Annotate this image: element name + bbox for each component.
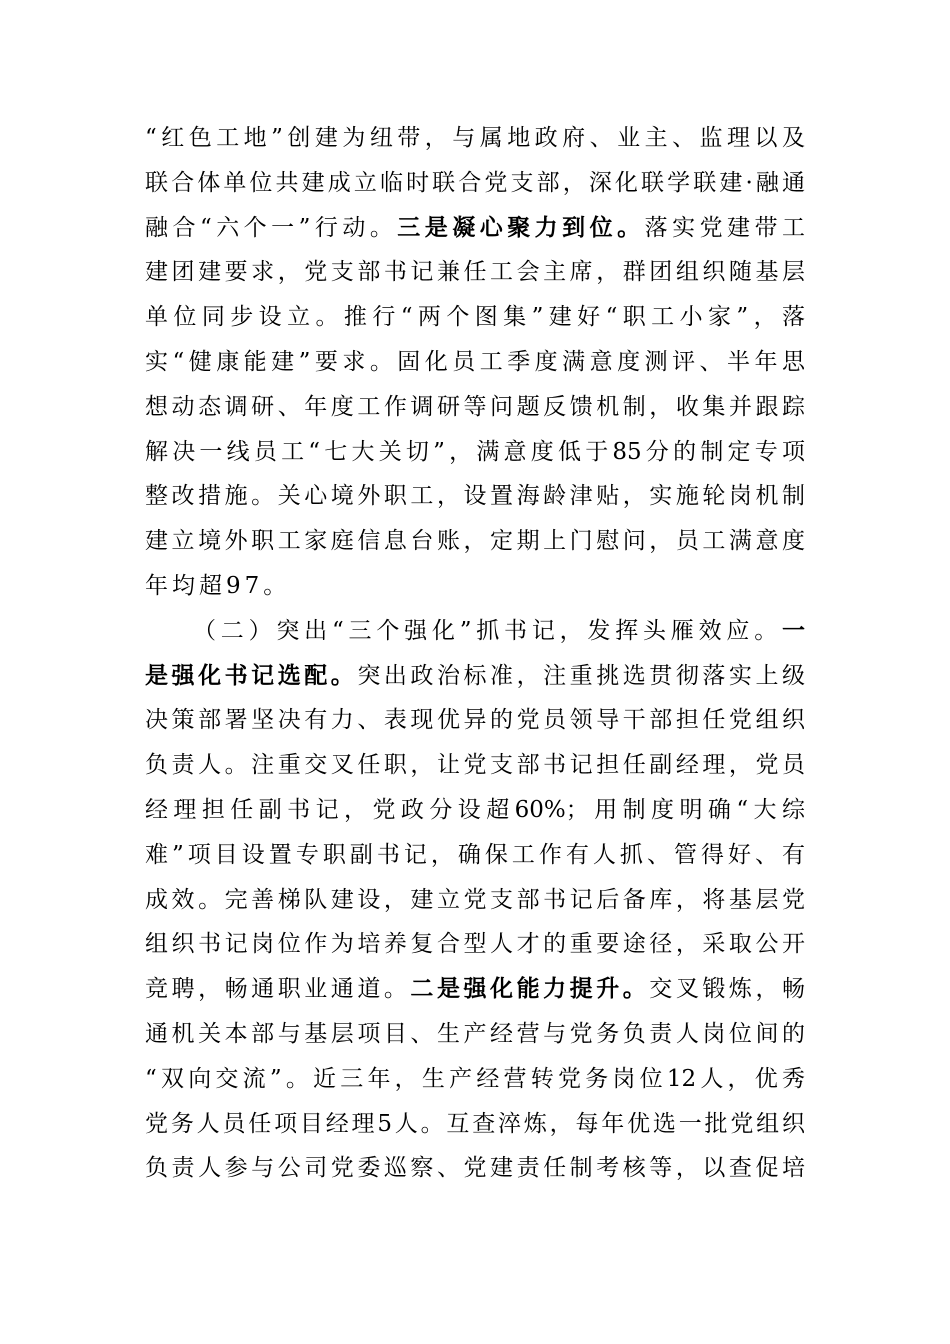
text-run: 联合体单位共建成立临时联合党支部，深化联学联建·融通 (145, 169, 805, 196)
text-line (145, 1012, 805, 1057)
text-run: 竞聘，畅通职业通道。 (145, 976, 411, 1003)
text-run: 年均超97。 (145, 572, 291, 599)
text-run: 建团建要求，党支部书记兼任工会主席，群团组织随基层 (145, 259, 805, 286)
text-line (145, 519, 805, 564)
text-line (145, 474, 805, 519)
text-run: 落实党建带工 (644, 214, 805, 241)
text-line (145, 250, 805, 295)
text-run: 决策部署坚决有力、表现优异的党员领导干部担任党组织 (145, 707, 805, 734)
text-line (145, 295, 805, 340)
text-line (145, 161, 805, 206)
text-run: 经理担任副书记，党政分设超60%；用制度明确“大综 (145, 796, 805, 823)
bold-subheading: 是强化书记选配。 (145, 661, 358, 689)
text-run: 实“健康能建”要求。固化员工季度满意度测评、半年思 (145, 348, 805, 375)
text-line (145, 743, 805, 788)
text-run: 融合“六个一”行动。 (145, 214, 398, 241)
bold-subheading: 二是强化能力提升。 (410, 975, 650, 1003)
text-line (145, 878, 805, 923)
text-run: 交叉锻炼，畅 (649, 976, 806, 1003)
text-line (145, 967, 805, 1012)
text-line (145, 698, 805, 743)
bold-subheading: 一 (782, 616, 805, 644)
text-run: 通机关本部与基层项目、生产经营与党务负责人岗位间的 (145, 1020, 805, 1047)
text-run: 难”项目设置专职副书记，确保工作有人抓、管得好、有 (145, 841, 805, 868)
paragraph-1 (145, 116, 805, 609)
text-line (145, 340, 805, 385)
text-run: 党务人员任项目经理5人。互查淬炼，每年优选一批党组织 (145, 1110, 805, 1137)
text-line (145, 564, 805, 609)
text-line (145, 385, 805, 430)
text-line (145, 922, 805, 967)
text-run: 单位同步设立。推行“两个图集”建好“职工小家”，落 (145, 304, 805, 331)
text-line (145, 1146, 805, 1191)
text-run: 负责人。注重交叉任职，让党支部书记担任副经理，党员 (145, 752, 805, 779)
section-heading-line (145, 609, 805, 654)
text-run: 成效。完善梯队建设，建立党支部书记后备库，将基层党 (145, 886, 805, 913)
text-run: 负责人参与公司党委巡察、党建责任制考核等，以查促培 (145, 1155, 805, 1182)
text-line (145, 654, 805, 699)
paragraph-2 (145, 609, 805, 1191)
text-line (145, 206, 805, 251)
text-run: 想动态调研、年度工作调研等问题反馈机制，收集并跟踪 (145, 393, 805, 420)
text-line (145, 1102, 805, 1147)
text-run: 组织书记岗位作为培养复合型人才的重要途径，采取公开 (145, 931, 805, 958)
text-run: 整改措施。关心境外职工，设置海龄津贴，实施轮岗机制 (145, 483, 805, 510)
bold-subheading: 三是凝心聚力到位。 (397, 213, 645, 241)
text-line (145, 788, 805, 833)
text-run: 解决一线员工“七大关切”，满意度低于85分的制定专项 (145, 438, 805, 465)
text-run: “双向交流”。近三年，生产经营转党务岗位12人，优秀 (145, 1065, 805, 1092)
text-line (145, 430, 805, 475)
section-heading: （二）突出“三个强化”抓书记，发挥头雁效应。 (193, 617, 782, 644)
text-run: 突出政治标准，注重挑选贯彻落实上级 (357, 662, 806, 689)
text-run: 建立境外职工家庭信息台账，定期上门慰问，员工满意度 (145, 528, 805, 555)
text-line (145, 1057, 805, 1102)
document-page (145, 116, 805, 1191)
text-line (145, 833, 805, 878)
text-line (145, 116, 805, 161)
text-run: “红色工地”创建为纽带，与属地政府、业主、监理以及 (145, 125, 805, 151)
